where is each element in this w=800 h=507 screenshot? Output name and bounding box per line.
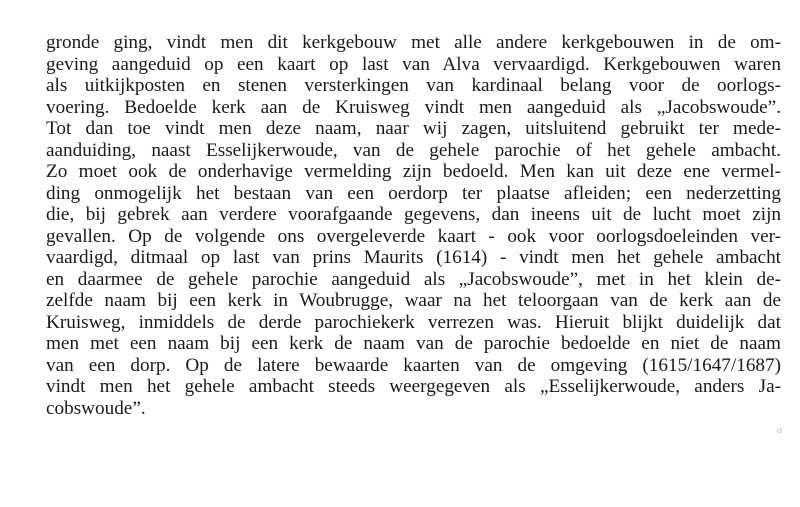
text-line: ding onmogelijk het bestaan van een oerdorp ter plaatse afleiden; een nederzetting [46,182,781,204]
text-line: vaardigd, ditmaal op last van prins Maurits (1614) - vindt men het gehele ambacht [46,247,781,268]
text-line: Kruisweg, inmiddels de derde parochiekerk verrezen was. Hieruit blijkt duidelijk dat [46,311,781,333]
text-line: zelfde naam bij een kerk in Woubrugge, waar na het teloorgaan van de kerk aan de [46,290,781,311]
text-line: Zo moet ook de onderhavige vermelding zijn bedoeld. Men kan uit deze ene vermel- [46,161,781,182]
text-line: die, bij gebrek aan verdere voorafgaande gegevens, dan ineens uit de lucht moet zijn [46,204,781,225]
text-line: voering. Bedoelde kerk aan de Kruisweg vindt men aangeduid als „Jacobswoude”. [46,96,781,118]
text-line: Tot dan toe vindt men deze naam, naar wij zagen, uitsluitend gebruikt ter mede- [46,118,781,139]
text-line: geving aangeduid op een kaart op last van Alva vervaardigd. Kerkgebouwen waren [46,53,781,75]
scan-speck [777,428,782,433]
text-line: van een dorp. Op de latere bewaarde kaarten van de omgeving (1615/1647/1687) [46,354,781,376]
text-line: aanduiding, naast Esselijkerwoude, van de gehele parochie of het gehele ambacht. [46,139,781,161]
text-line: en daarmee de gehele parochie aangeduid als „Jacobswoude”, met in het klein de- [46,268,781,290]
text-line: gevallen. Op de volgende ons overgeleverde kaart - ook voor oorlogsdoeleinden ver- [46,225,781,247]
body-paragraph [46,32,781,419]
text-line: gronde ging, vindt men dit kerkgebouw met alle andere kerkgebouwen in de om- [46,32,781,53]
text-line: vindt men het gehele ambacht steeds weergegeven als „Esselijkerwoude, anders Ja- [46,376,781,397]
text-line: men met een naam bij een kerk de naam van de parochie bedoelde en niet de naam [46,333,781,354]
text-line: als uitkijkposten en stenen versterkingen van kardinaal belang voor de oorlogs- [46,75,781,96]
text-line: cobswoude”. [46,397,146,419]
